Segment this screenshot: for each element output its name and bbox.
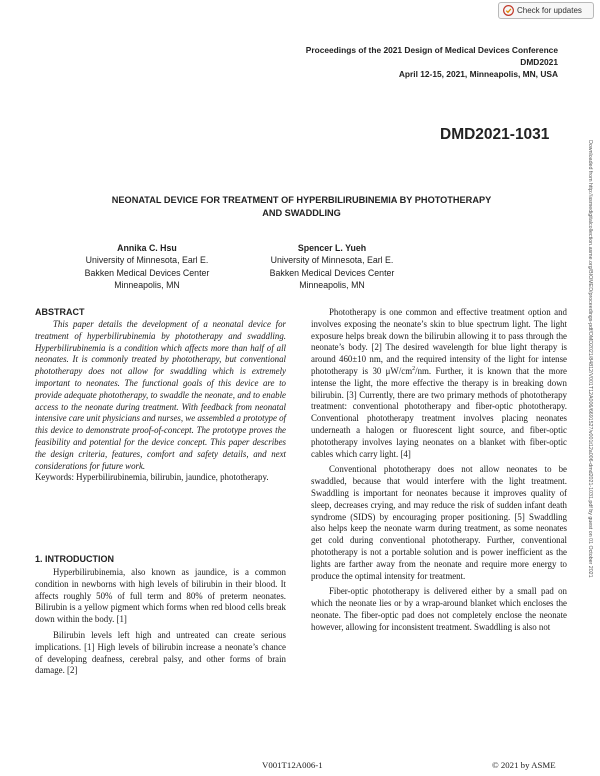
- author-block-1: [62, 242, 232, 292]
- author-location: Minneapolis, MN: [299, 280, 365, 291]
- paper-number: DMD2021-1031: [440, 126, 550, 143]
- author-name: Spencer L. Yueh: [297, 243, 367, 253]
- check-for-updates-label: Check for updates: [517, 6, 582, 15]
- keywords: Keywords: Hyperbilirubinemia, bilirubin, jaundice, phototherapy.: [35, 472, 269, 483]
- download-note: Downloaded from http://asmedigitalcollection.asme.org/BIOMED/proceedings-pdf/DMD2021/84812/V001T12A006/6691527/v001t12a006-dmd2021-1031.pdf by guest on 01 October 2021: [587, 140, 593, 578]
- right-column-body: [311, 307, 567, 634]
- right-p1-text-a: Phototherapy is one common and effective treatment option and involves exposing the neonate’s skin to blue spectrum light. The light exposure helps break down the bilirubin allowing it to pass through the neonate’s body. [2] The desired wavelength for blue light therapy is around 460±10 nm, and the required intensity of the light for intense phototherapy is 30 μW/cm: [311, 307, 567, 376]
- author-affiliation: Bakken Medical Devices Center: [269, 267, 395, 278]
- footer-copyright: © 2021 by ASME: [492, 760, 556, 770]
- paper-title: [70, 194, 533, 220]
- abstract-heading: ABSTRACT: [35, 307, 85, 317]
- intro-paragraph-2: Bilirubin levels left high and untreated can create serious implications. [1] High levels of bilirubin increase a neonate’s chance of developing deafness, cerebral palsy, and other forms of brain damage. [2]: [35, 629, 286, 676]
- conference-header-line1: Proceedings of the 2021 Design of Medical Devices Conference: [305, 45, 558, 55]
- right-paragraph-2: Conventional phototherapy does not allow neonates to be swaddled, because that would interfere with the light treatment. Swaddling is important for neonates because it improves quality of sleep, decreases crying, and may reduce the risk of sudden infant death syndrome (SIDS) by encouraging proper positioning. [5] Swaddling also helps keep the neonate warm during treatment, as some neonates get cold during conventional phototherapy. Further, conventional phototherapy is not a portable solution and is power inefficient as the lights are farther away from the neonate and require more energy to produce the optimal intensity for treatment.: [311, 464, 567, 581]
- introduction-body: [35, 567, 286, 677]
- footer-paper-id: V001T12A006-1: [262, 760, 323, 770]
- right-paragraph-3: Fiber-optic phototherapy is delivered either by a small pad on which the neonate lies or by a wrap-around blanket which encloses the neonate. The fiber-optic pad does not completely enclose the neonate however, allowing for inconsistent treatment. Swaddling is also not: [311, 586, 567, 632]
- abstract-text: This paper details the development of a neonatal device for treatment of hyperbilirubinemia by phototherapy and swaddling. Hyperbilirubinemia is a condition which affects more than half of all neonates. It is commonly treated by phototherapy, but conventional phototherapy does not allow for swaddling which is extremely important to neonates. The functional goals of this device are to provide adequate phototherapy, to swaddle the neonate, and to enable access to the neonate during treatment. With feedback from neonatal intensive care unit physicians and nurses, we assembled a prototype of this device to demonstrate proof-of-concept. The prototype proves the feasibility and potential for the device concept. This paper describes the design criteria, features, comfort and safety details, and next considerations for future work.: [35, 319, 287, 471]
- intro-paragraph-1: Hyperbilirubinemia, also known as jaundice, is a common condition in newborns with high levels of bilirubin in their blood. It affects roughly 50% of full term and 80% of preterm neonates. Bilirubin is a yellow pigment which forms when red blood cells break down within the body. [1]: [35, 567, 286, 625]
- introduction-heading: 1. INTRODUCTION: [35, 554, 115, 564]
- conference-header-line3: April 12-15, 2021, Minneapolis, MN, USA: [398, 69, 558, 79]
- unit-superscript: 2: [412, 366, 416, 373]
- right-paragraph-1: [311, 307, 567, 460]
- check-updates-icon: [503, 5, 514, 16]
- author-name: Annika C. Hsu: [117, 243, 177, 253]
- paper-title-line1: NEONATAL DEVICE FOR TREATMENT OF HYPERBILIRUBINEMIA BY PHOTOTHERAPY: [111, 195, 492, 205]
- check-for-updates-button[interactable]: [498, 2, 594, 19]
- author-affiliation: Bakken Medical Devices Center: [84, 267, 210, 278]
- abstract-body: [35, 319, 286, 484]
- author-affiliation: University of Minnesota, Earl E.: [270, 255, 394, 266]
- author-block-2: [247, 242, 417, 292]
- author-location: Minneapolis, MN: [114, 280, 180, 291]
- right-p1-text-b: /nm. Further, it is known that the more intense the light, the more effective the therapy is in breaking down bilirubin. [3] Currently, there are two primary methods of phototherapy treatment: conventional phototherapy and fiber-optic phototherapy. Conventional phototherapy treatment involves placing neonates underneath a halogen or fluorescent light source, and fiber-optic phototherapy involves laying neonates on a blanket with fiber-optic cables which carry light. [4]: [311, 365, 567, 459]
- paper-title-line2: AND SWADDLING: [262, 208, 341, 218]
- author-affiliation: University of Minnesota, Earl E.: [85, 255, 209, 266]
- conference-header-line2: DMD2021: [520, 57, 558, 67]
